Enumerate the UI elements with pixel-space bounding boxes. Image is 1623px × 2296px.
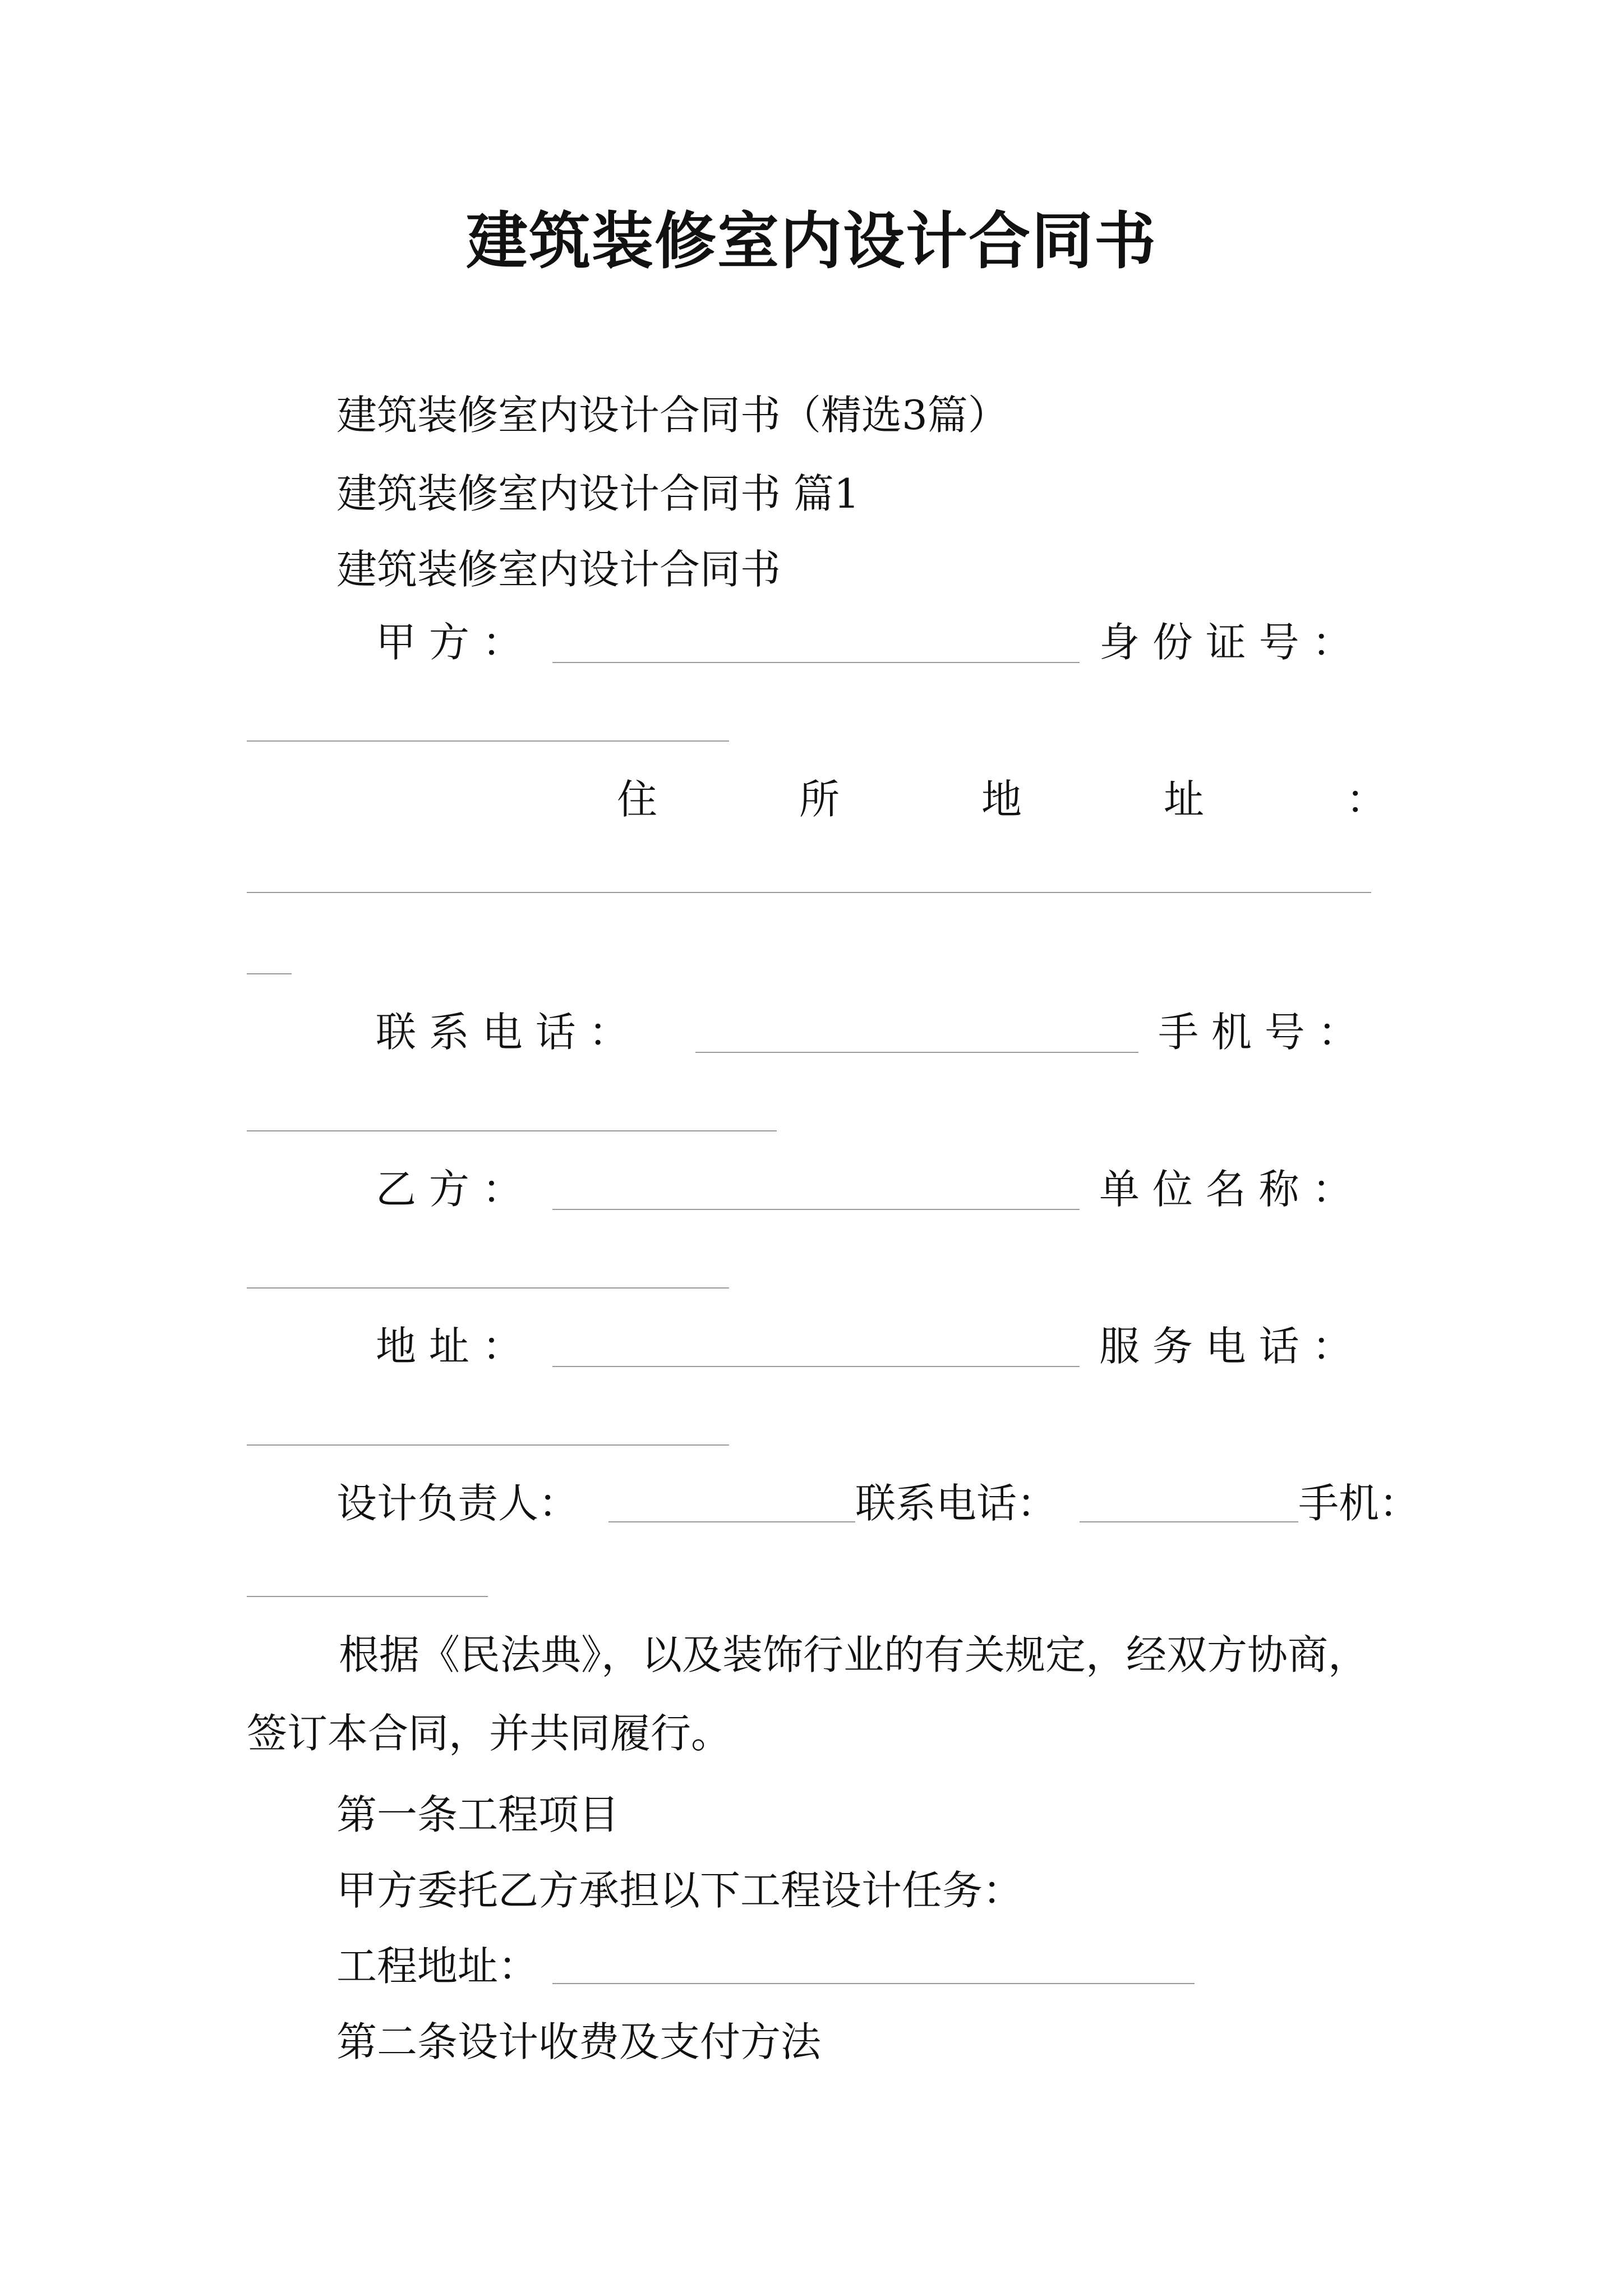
party-a-address-char: 地	[981, 776, 1022, 823]
party-b-service-phone-blank[interactable]	[247, 1444, 729, 1446]
party-a-address-char: ：	[1346, 776, 1387, 823]
article2-title: 第二条设计收费及支付方法	[336, 2018, 822, 2065]
party-b-name-blank[interactable]	[552, 1209, 1080, 1210]
designer-mobile-label: 手机：	[1298, 1480, 1420, 1527]
document-title: 建筑装修室内设计合同书	[466, 205, 1157, 277]
party-a-name-label: 甲 方 ：	[376, 619, 523, 666]
designer-phone-label: 联系电话：	[855, 1480, 1058, 1527]
party-a-name-blank[interactable]	[552, 662, 1080, 663]
party-a-address-blank-cont[interactable]	[247, 973, 292, 974]
designer-lead-label: 设计负责人：	[336, 1480, 579, 1527]
party-a-phone-blank[interactable]	[695, 1052, 1138, 1053]
party-a-address-blank[interactable]	[247, 892, 1371, 893]
article1-title: 第一条工程项目	[336, 1791, 620, 1838]
designer-mobile-blank[interactable]	[247, 1596, 488, 1597]
party-a-mobile-blank[interactable]	[247, 1130, 777, 1131]
document-subtitle: 建筑装修室内设计合同书（精选3篇）	[336, 392, 1008, 439]
intro-paragraph: 根据《民法典》，以及装饰行业的有关规定，经双方协商，签订本合同，并共同履行。	[247, 1631, 1369, 1757]
party-b-unit-label: 单 位 名 称 ：	[1099, 1166, 1353, 1213]
project-address-blank[interactable]	[552, 1983, 1195, 1984]
article1-text: 甲方委托乙方承担以下工程设计任务：	[336, 1867, 1023, 1914]
party-a-id-blank[interactable]	[247, 740, 729, 742]
party-b-service-phone-label: 服 务 电 话 ：	[1099, 1323, 1353, 1370]
party-a-mobile-label: 手 机 号 ：	[1158, 1009, 1358, 1056]
party-a-address-char: 所	[799, 776, 840, 823]
party-b-name-label: 乙 方 ：	[376, 1166, 523, 1213]
party-b-address-blank[interactable]	[552, 1366, 1080, 1367]
party-b-unit-blank[interactable]	[247, 1287, 729, 1289]
party-a-address-char: 址	[1164, 776, 1205, 823]
contract-heading: 建筑装修室内设计合同书	[336, 546, 781, 593]
party-a-phone-label: 联 系 电 话 ：	[376, 1009, 629, 1056]
project-address-label: 工程地址：	[336, 1943, 539, 1990]
designer-phone-blank[interactable]	[1080, 1521, 1298, 1522]
designer-lead-blank[interactable]	[608, 1521, 855, 1522]
party-a-address-char: 住	[617, 776, 658, 823]
party-b-address-label: 地 址 ：	[376, 1323, 523, 1370]
chapter-heading: 建筑装修室内设计合同书 篇1	[336, 470, 860, 517]
party-a-id-label: 身 份 证 号 ：	[1099, 619, 1353, 666]
